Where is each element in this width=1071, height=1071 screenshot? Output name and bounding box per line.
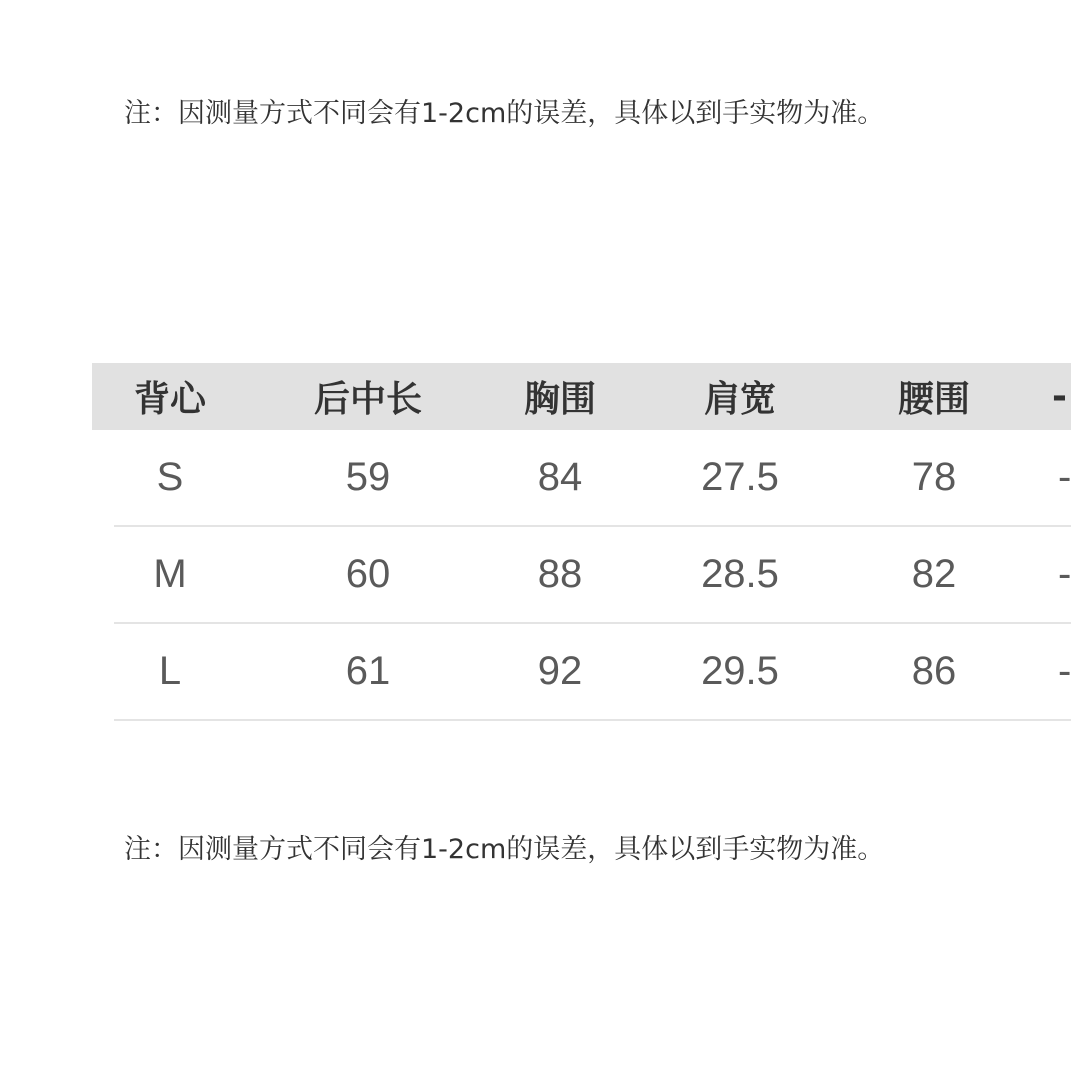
- back-length-cell: 61: [345, 649, 391, 693]
- truncated-cell: -: [1058, 649, 1071, 693]
- shoulder-cell: 27.5: [701, 455, 779, 499]
- truncated-cell: -: [1058, 455, 1071, 499]
- header-cell-back-length: 后中长: [314, 379, 423, 420]
- header-cell-waist: 腰围: [897, 379, 970, 420]
- chest-cell: 88: [537, 552, 583, 596]
- back-length-cell: 60: [345, 552, 391, 596]
- shoulder-cell: 28.5: [701, 552, 779, 596]
- size-chart-table: [92, 363, 1071, 721]
- chest-cell: 84: [537, 455, 583, 499]
- size-cell: L: [158, 649, 182, 693]
- measurement-note-top: 注：因测量方式不同会有1-2cm的误差，具体以到手实物为准。: [124, 98, 885, 129]
- back-length-cell: 59: [345, 455, 391, 499]
- chest-cell: 92: [537, 649, 583, 693]
- table-row: [114, 430, 1071, 527]
- waist-cell: 86: [911, 649, 957, 693]
- header-cell-chest: 胸围: [523, 379, 596, 420]
- waist-cell: 78: [911, 455, 957, 499]
- header-cell-truncated: -: [1052, 376, 1067, 417]
- size-cell: S: [156, 455, 184, 499]
- header-cell-shoulder: 肩宽: [703, 379, 776, 420]
- header-cell-vest: 背心: [133, 379, 206, 420]
- table-header-row: [92, 363, 1071, 430]
- shoulder-cell: 29.5: [701, 649, 779, 693]
- measurement-note-bottom: 注：因测量方式不同会有1-2cm的误差，具体以到手实物为准。: [124, 834, 885, 865]
- table-row: [114, 527, 1071, 624]
- size-cell: M: [153, 552, 187, 596]
- truncated-cell: -: [1058, 552, 1071, 596]
- table-row: [114, 624, 1071, 721]
- waist-cell: 82: [911, 552, 957, 596]
